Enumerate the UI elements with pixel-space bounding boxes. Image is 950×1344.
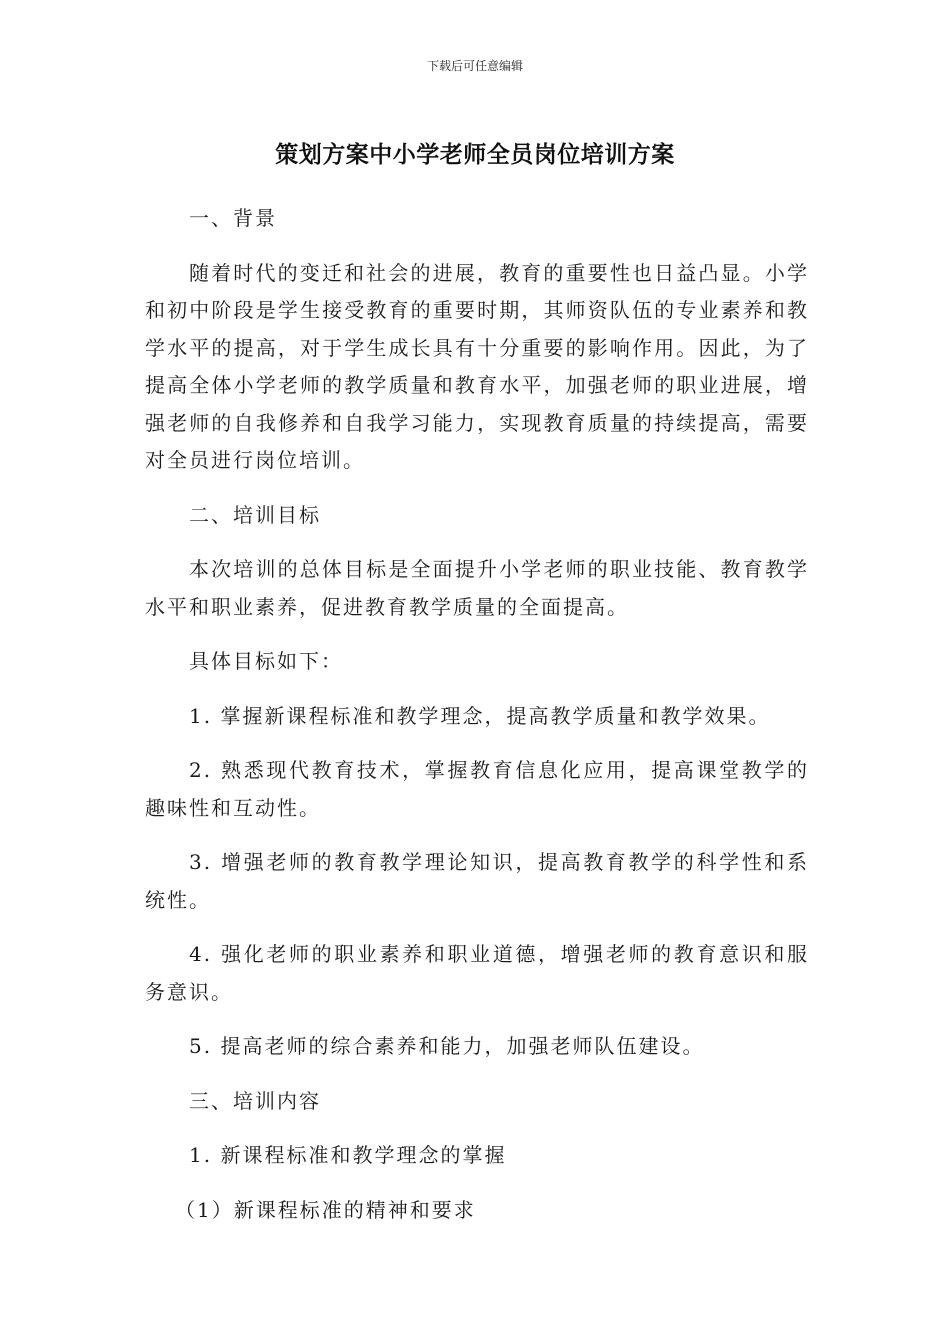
section-heading-background: 一、背景 [189,206,277,230]
goal-item: 5. 提高老师的综合素养和能力，加强老师队伍建设。 [189,1034,705,1058]
goal-item: 3. 增强老师的教育教学理论知识，提高教育教学的科学性和系统性。 [145,850,809,912]
goals-intro: 具体目标如下： [189,649,343,673]
document-body [145,200,809,1246]
goals-paragraph: 本次培训的总体目标是全面提升小学老师的职业技能、教育教学水平和职业素养，促进教育教学质量的全面提高。 [145,557,809,619]
document-title: 策划方案中小学老师全员岗位培训方案 [275,142,675,168]
content-subitem: （1）新课程标准的精神和要求 [175,1197,476,1222]
content-item: 1. 新课程标准和教学理念的掌握 [189,1143,507,1167]
section-heading-content: 三、培训内容 [189,1088,321,1113]
background-paragraph: 随着时代的变迁和社会的进展，教育的重要性也日益凸显。小学和初中阶段是学生接受教育的重要时期，其师资队伍的专业素养和教学水平的提高，对于学生成长具有十分重要的影响作用。因此，为了提高全体小学老师的教学质量和教育水平，加强老师的职业进展，增强老师的自我修养和自我学习能力，实现教育质量的持续提高，需要对全员进行岗位培训。 [145,260,809,472]
header-note: 下载后可任意编辑 [426,59,523,73]
goal-item: 2. 熟悉现代教育技术，掌握教育信息化应用，提高课堂教学的趣味性和互动性。 [145,758,809,820]
goal-item: 4. 强化老师的职业素养和职业道德，增强老师的教育意识和服务意识。 [145,942,809,1004]
section-heading-goals: 二、培训目标 [189,502,321,527]
goal-item: 1. 掌握新课程标准和教学理念，提高教学质量和教学效果。 [189,703,771,728]
